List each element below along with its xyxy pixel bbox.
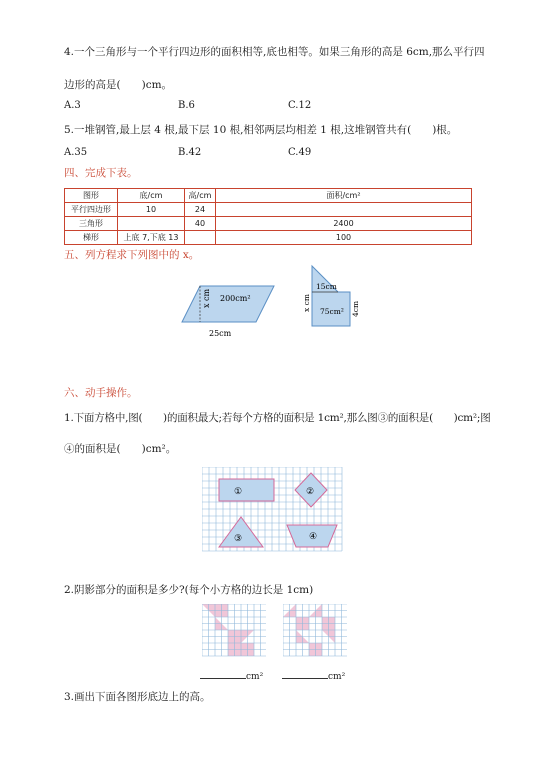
- table-cell: 梯形: [65, 231, 118, 245]
- table-cell: 100: [216, 231, 472, 245]
- table-header-row: [65, 189, 472, 203]
- shape-1-rectangle: [219, 479, 274, 501]
- answer-blank-right: [282, 668, 345, 684]
- table-cell: [216, 203, 472, 217]
- answer-blank-left: [200, 668, 263, 684]
- shape-4-label: ④: [309, 532, 318, 542]
- q5-option-b: B.42: [178, 147, 202, 158]
- q5-option-c: C.49: [288, 147, 312, 158]
- table-row: [65, 203, 472, 217]
- trapezoid-shape: [312, 266, 350, 326]
- table-cell: 上底 7,下底 13: [118, 231, 185, 245]
- section6-title: 六、动手操作。: [64, 387, 138, 399]
- parallelogram-area-label: 200cm²: [220, 294, 251, 303]
- table-header-cell: 高/cm: [185, 189, 216, 203]
- shapes-grid-figure: [202, 467, 344, 553]
- q6-1-line2: ④的面积是( )cm²。: [64, 443, 177, 455]
- table-cell: 平行四边形: [65, 203, 118, 217]
- table-header-cell: 底/cm: [118, 189, 185, 203]
- unit-label: cm²: [328, 672, 346, 682]
- shaded-grid-right: [283, 604, 347, 662]
- table-cell: 40: [185, 217, 216, 231]
- q6-1-line1: 1.下面方格中,图( )的面积最大;若每个方格的面积是 1cm²,那么图③的面积是( )cm²;图: [64, 412, 491, 424]
- unit-label: cm²: [246, 672, 264, 682]
- table-header-cell: 图形: [65, 189, 118, 203]
- section5-title: 五、列方程求下列图中的 x。: [64, 249, 200, 261]
- parallelogram-base-label: 25cm: [209, 329, 232, 338]
- shape-3-label: ③: [234, 534, 243, 544]
- q4-option-a: A.3: [64, 100, 81, 111]
- parallelogram-shape: [182, 286, 274, 322]
- table-row: [65, 231, 472, 245]
- table-cell: 2400: [216, 217, 472, 231]
- trapezoid-side-label: 4cm: [351, 300, 360, 317]
- table-cell: [185, 231, 216, 245]
- shape-1-label: ①: [234, 487, 243, 497]
- answer-line: [200, 668, 246, 679]
- parallelogram-figure: [178, 278, 278, 342]
- q4-option-b: B.6: [178, 100, 195, 111]
- answer-line: [282, 668, 328, 679]
- q6-3-line: 3.画出下面各图形底边上的高。: [64, 691, 211, 703]
- table-cell: 三角形: [65, 217, 118, 231]
- table-cell: 10: [118, 203, 185, 217]
- table-cell: 24: [185, 203, 216, 217]
- trapezoid-top-label: 15cm: [316, 282, 337, 291]
- trapezoid-area-label: 75cm²: [320, 307, 344, 316]
- q6-2-line: 2.阴影部分的面积是多少?(每个小方格的边长是 1cm): [64, 584, 314, 596]
- shaded-grid-left: [202, 604, 266, 662]
- q4-line2: 边形的高是( )cm。: [64, 79, 173, 91]
- table-header-cell: 面积/cm²: [216, 189, 472, 203]
- trapezoid-figure: [300, 262, 370, 332]
- parallelogram-height-label: x cm: [202, 288, 211, 308]
- table-cell: [118, 217, 185, 231]
- area-table: [64, 188, 472, 245]
- q5-option-a: A.35: [64, 147, 88, 158]
- trapezoid-height-label: x cm: [302, 294, 311, 312]
- section4-title: 四、完成下表。: [64, 167, 138, 179]
- q4-line1: 4.一个三角形与一个平行四边形的面积相等,底也相等。如果三角形的高是 6cm,那么平行四: [64, 46, 485, 58]
- table-row: [65, 217, 472, 231]
- q4-option-c: C.12: [288, 100, 312, 111]
- q5-line1: 5.一堆钢管,最上层 4 根,最下层 10 根,相邻两层均相差 1 根,这堆钢管共有( )根。: [64, 124, 458, 136]
- shape-2-label: ②: [306, 487, 315, 497]
